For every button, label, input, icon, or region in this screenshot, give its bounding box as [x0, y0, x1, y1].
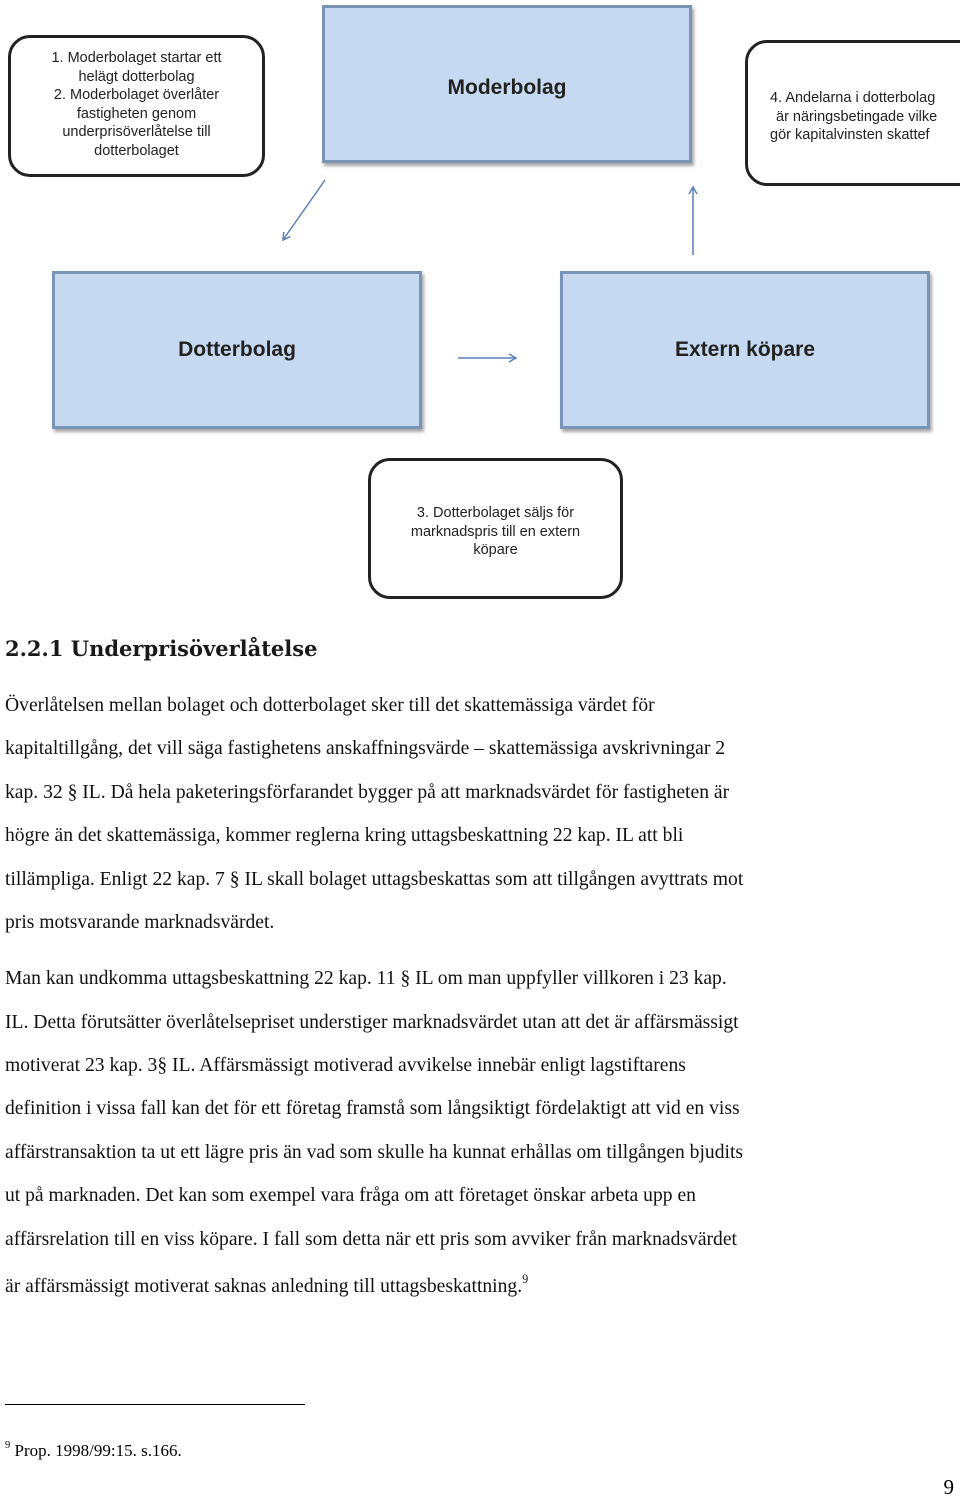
section-heading: 2.2.1 Underprisöverlåtelse: [5, 636, 318, 661]
ownership-diagram: [0, 0, 960, 610]
text-line: definition i vissa fall kan det för ett företag framstå som långsiktigt fördelaktigt att vid en viss: [5, 1098, 740, 1119]
footnote-number: 9: [5, 1440, 11, 1451]
footnote-divider: [5, 1404, 305, 1405]
text-line: Överlåtelsen mellan bolaget och dotterbolaget sker till det skattemässiga värdet för: [5, 695, 655, 716]
text-line: Man kan undkomma uttagsbeskattning 22 kap. 11 § IL om man uppfyller villkoren i 23 kap.: [5, 968, 727, 989]
text-line: affärsrelation till en viss köpare. I fall som detta när ett pris som avviker från marknadsvärdet: [5, 1229, 737, 1250]
note-step-4: 4. Andelarna i dotterbolag är näringsbetingade vilke gör kapitalvinsten skattef: [745, 40, 960, 186]
text-line-last: är affärsmässigt motiverat saknas anledning till uttagsbeskattning.$^9$: [5, 1272, 529, 1298]
external-buyer-box: Extern köpare: [560, 271, 930, 429]
text-line: IL. Detta förutsätter överlåtelsepriset understiger marknadsvärdet utan att det är affärsmässigt: [5, 1012, 739, 1033]
parent-company-box: Moderbolag: [322, 5, 692, 163]
footnote: [5, 1440, 182, 1461]
text-line: kap. 32 § IL. Då hela paketeringsförfarandet bygger på att marknadsvärdet för fastigheten är: [5, 782, 730, 803]
page-number: 9: [943, 1475, 954, 1499]
text-line: motiverat 23 kap. 3§ IL. Affärsmässigt motiverad avvikelse innebär enligt lagstiftarens: [5, 1055, 686, 1076]
text-line: kapitaltillgång, det vill säga fastighetens anskaffningsvärde – skattemässiga avskrivningar 2: [5, 738, 726, 759]
text-line: ut på marknaden. Det kan som exempel vara fråga om att företaget önskar arbeta upp en: [5, 1185, 696, 1206]
footnote-reference[interactable]: 9: [522, 1272, 529, 1286]
text-line: affärstransaktion ta ut ett lägre pris än vad som skulle ha kunnat erhållas om tillgången bjudits: [5, 1142, 744, 1163]
text-line: pris motsvarande marknadsvärdet.: [5, 912, 275, 933]
subsidiary-box: Dotterbolag: [52, 271, 422, 429]
arrow-parent-to-subsidiary: [283, 180, 325, 240]
note-steps-1-2: 1. Moderbolaget startar ett helägt dotterbolag 2. Moderbolaget överlåter fastigheten genom underprisöverlåtelse till dotterbolaget: [8, 35, 265, 177]
footnote-text: Prop. 1998/99:15. s.166.: [14, 1440, 182, 1460]
note-step-3: 3. Dotterbolaget säljs för marknadspris till en extern köpare: [368, 458, 623, 599]
text-line: tillämpliga. Enligt 22 kap. 7 § IL skall bolaget uttagsbeskattas som att tillgången avyttrats mot: [5, 869, 744, 890]
text-line: högre än det skattemässiga, kommer reglerna kring uttagsbeskattning 22 kap. IL att bli: [5, 825, 684, 846]
